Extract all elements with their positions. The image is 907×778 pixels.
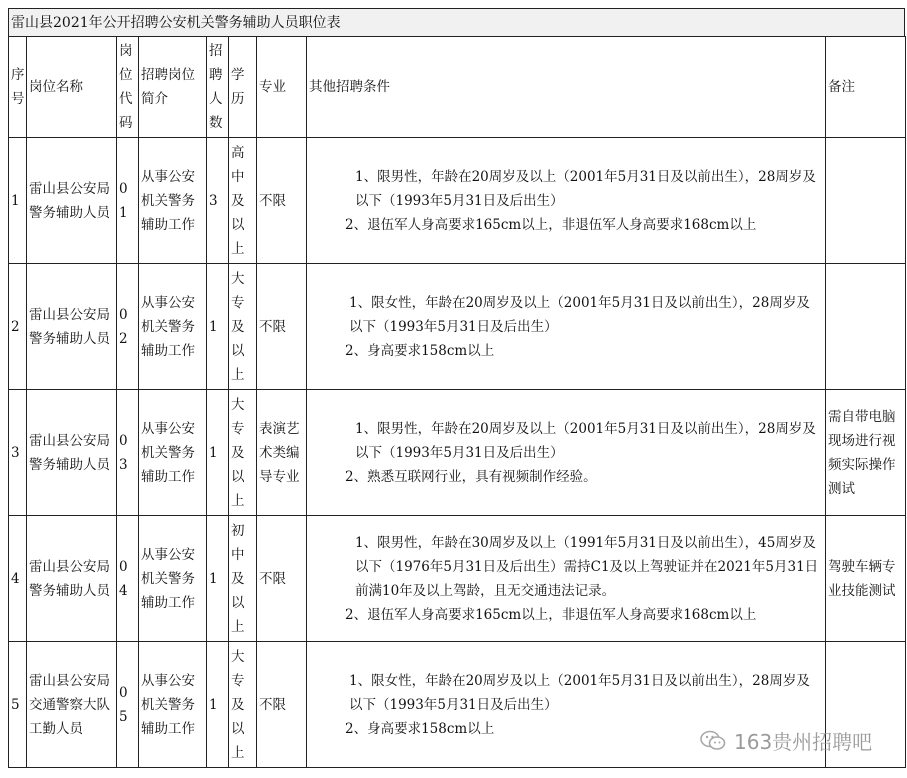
- cell-name: 雷山县公安局交通警察大队工勤人员: [27, 642, 117, 768]
- watermark-text: 163贵州招聘吧: [734, 730, 873, 754]
- cell-requirements: [307, 516, 826, 642]
- cell-count: 1: [207, 516, 229, 642]
- cell-major: 表演艺术类编导专业: [257, 390, 307, 516]
- cell-code: 01: [117, 138, 139, 264]
- table-row: [9, 138, 906, 264]
- cell-name: 雷山县公安局警务辅助人员: [27, 138, 117, 264]
- cell-count: 1: [207, 642, 229, 768]
- cell-intro: 从事公安机关警务辅助工作: [139, 516, 207, 642]
- job-table-sheet: [8, 8, 905, 768]
- cell-count: 1: [207, 264, 229, 390]
- header-edu: 学历: [229, 37, 257, 138]
- cell-intro: 从事公安机关警务辅助工作: [139, 642, 207, 768]
- watermark: [700, 726, 872, 755]
- header-code: 岗位代码: [117, 37, 139, 138]
- requirement-1: 1、限男性，年龄在20周岁及以上（2001年5月31日及以前出生），28周岁及以下（1993年5月31日及后出生）: [355, 420, 816, 461]
- cell-seq: 4: [9, 516, 27, 642]
- cell-edu: 初中及以上: [229, 516, 257, 642]
- cell-major: 不限: [257, 264, 307, 390]
- cell-name: 雷山县公安局警务辅助人员: [27, 264, 117, 390]
- job-table: [8, 36, 906, 768]
- requirement-2: 2、身高要求158cm以上: [345, 342, 495, 359]
- cell-major: 不限: [257, 642, 307, 768]
- requirement-2: 2、退伍军人身高要求165cm以上，非退伍军人身高要求168cm以上: [345, 216, 757, 233]
- cell-seq: 1: [9, 138, 27, 264]
- cell-code: 02: [117, 264, 139, 390]
- header-name: 岗位名称: [27, 37, 117, 138]
- table-row: [9, 390, 906, 516]
- header-intro: 招聘岗位简介: [139, 37, 207, 138]
- cell-count: 1: [207, 390, 229, 516]
- header-row: [9, 37, 906, 138]
- cell-requirements: [307, 138, 826, 264]
- cell-requirements: [307, 390, 826, 516]
- header-note: 备注: [826, 37, 906, 138]
- wechat-icon: [700, 730, 726, 752]
- cell-code: 03: [117, 390, 139, 516]
- requirement-1: 1、限男性，年龄在20周岁及以上（2001年5月31日及以前出生），28周岁及以下（1993年5月31日及后出生）: [355, 168, 816, 209]
- requirement-2: 2、退伍军人身高要求165cm以上，非退伍军人身高要求168cm以上: [345, 606, 757, 623]
- header-count: 招聘人数: [207, 37, 229, 138]
- cell-name: 雷山县公安局警务辅助人员: [27, 516, 117, 642]
- requirement-1: 1、限男性，年龄在30周岁及以上（1991年5月31日及以前出生），45周岁及以下（1976年5月31日及后出生）需持C1及以上驾驶证并在2021年5月31日前满10年及以上驾龄，且无交通违法记录。: [355, 534, 819, 599]
- requirement-1: 1、限女性，年龄在20周岁及以上（2001年5月31日及以前出生），28周岁及以下（1993年5月31日及后出生）: [349, 294, 810, 335]
- header-seq: 序号: [9, 37, 27, 138]
- table-title: 雷山县2021年公开招聘公安机关警务辅助人员职位表: [8, 8, 905, 36]
- cell-edu: 大专及以上: [229, 390, 257, 516]
- cell-count: 3: [207, 138, 229, 264]
- cell-note: 驾驶车辆专业技能测试: [826, 516, 906, 642]
- header-major: 专业: [257, 37, 307, 138]
- cell-major: 不限: [257, 138, 307, 264]
- requirement-2: 2、熟悉互联网行业，具有视频制作经验。: [345, 468, 597, 485]
- cell-seq: 2: [9, 264, 27, 390]
- cell-note: 需自带电脑现场进行视频实际操作测试: [826, 390, 906, 516]
- cell-name: 雷山县公安局警务辅助人员: [27, 390, 117, 516]
- table-row: [9, 264, 906, 390]
- cell-note: [826, 264, 906, 390]
- cell-intro: 从事公安机关警务辅助工作: [139, 390, 207, 516]
- requirement-1: 1、限女性，年龄在20周岁及以上（2001年5月31日及以前出生），28周岁及以下（1993年5月31日及后出生）: [349, 672, 810, 713]
- cell-intro: 从事公安机关警务辅助工作: [139, 264, 207, 390]
- cell-edu: 大专及以上: [229, 642, 257, 768]
- cell-requirements: [307, 264, 826, 390]
- cell-seq: 5: [9, 642, 27, 768]
- cell-seq: 3: [9, 390, 27, 516]
- cell-major: 不限: [257, 516, 307, 642]
- cell-edu: 高中及以上: [229, 138, 257, 264]
- table-row: [9, 516, 906, 642]
- requirement-2: 2、身高要求158cm以上: [345, 720, 495, 737]
- header-other: 其他招聘条件: [307, 37, 826, 138]
- cell-code: 04: [117, 516, 139, 642]
- cell-code: 05: [117, 642, 139, 768]
- cell-note: [826, 138, 906, 264]
- cell-edu: 大专及以上: [229, 264, 257, 390]
- cell-intro: 从事公安机关警务辅助工作: [139, 138, 207, 264]
